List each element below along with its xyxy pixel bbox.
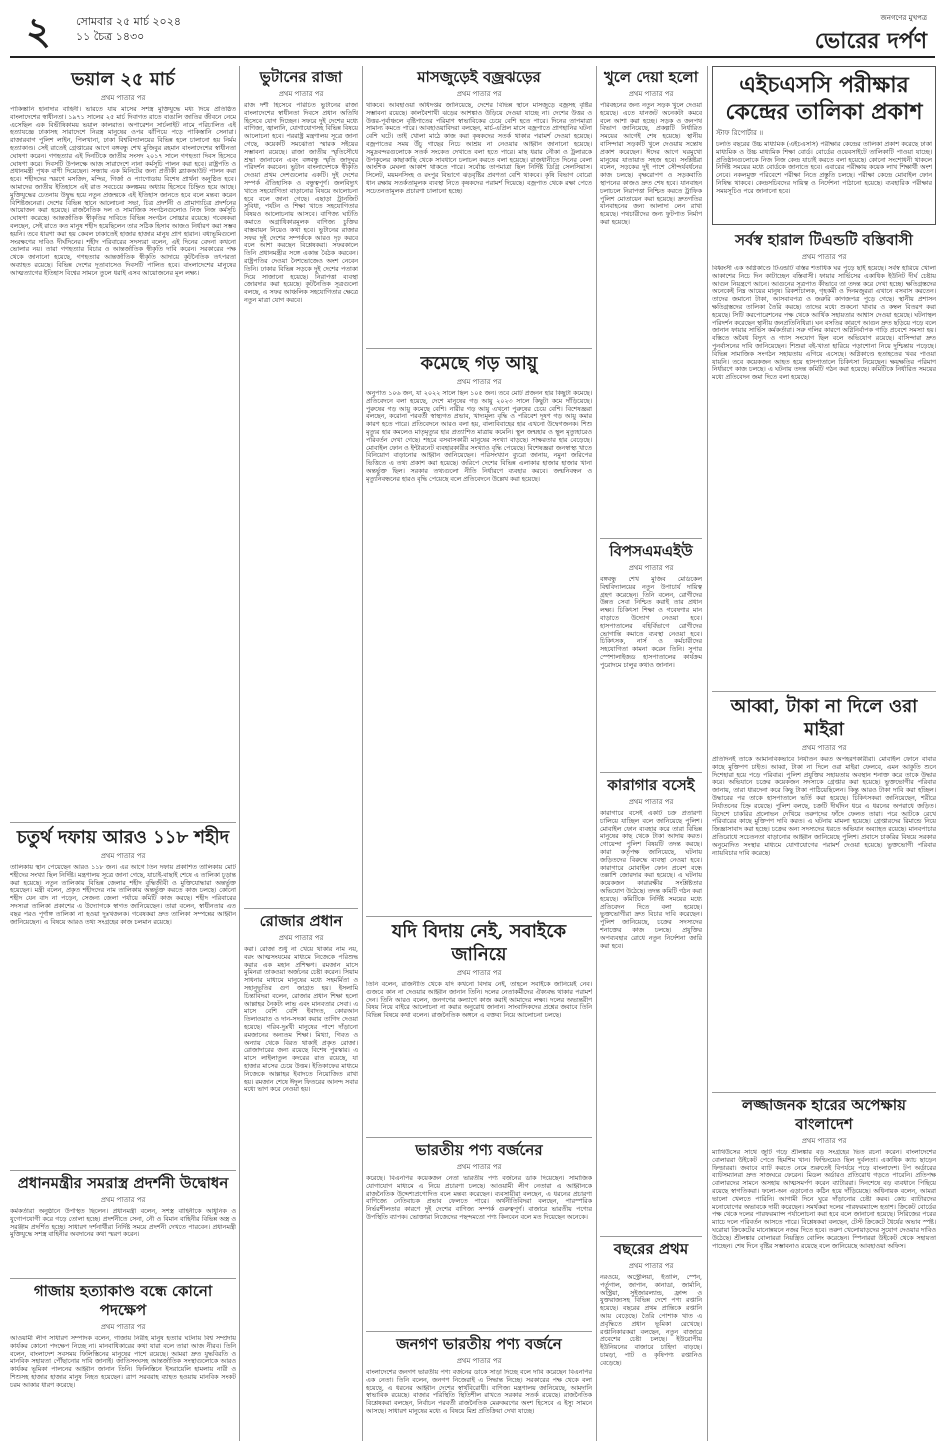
article-khule xyxy=(600,68,702,532)
article-body: পাকিস্তানি হানাদার বাহিনী। ভারতে যায় মাসের সশস্ত্র মুক্তিযুদ্ধে মধ্য দিয়ে প্রতিষ্ঠিত বাংলাদেশের স্বাধীনতা। ১৯৭১ সালের ২৫ মার্চ দিবাগত রাতে বাঙালি জাতির জীবনে নেমে এসেছিল এক বিভীষিকাময় ভয়াল কালরাত। অপারেশন সার্চলাইট নামে পরিচালিত এই হত্যাযজ্ঞে ঢাকাসহ সারাদেশে নিরস্ত্র মানুষের ওপর ঝাঁপিয়ে পড়ে পাকিস্তানি সেনারা। রাজারবাগ পুলিশ লাইন, পিলখানা, ঢাকা বিশ্ববিদ্যালয়ের বিভিন্ন হলে চালানো হয় নির্মম হত্যাকাণ্ড। সেই রাতেই গ্রেপ্তারের আগে বঙ্গবন্ধু শেখ মুজিবুর রহমান বাংলাদেশের স্বাধীনতা ঘোষণা করেন। গণহত্যার এই দিনটিকে জাতীয় সংসদ ২০১৭ সালে গণহত্যা দিবস হিসেবে ঘোষণা করে। দিবসটি উপলক্ষে আজ সারাদেশে নানা কর্মসূচি পালন করা হবে। রাষ্ট্রপতি ও প্রধানমন্ত্রী পৃথক বাণী দিয়েছেন। সন্ধ্যায় এক মিনিটের জন্য প্রতীকী ব্ল্যাকআউট পালন করা হবে। শহীদদের স্মরণে মসজিদ, মন্দির, গির্জা ও প্যাগোডায় বিশেষ প্রার্থনা অনুষ্ঠিত হবে। আমাদের জাতীয় ইতিহাসে এই রাত সবচেয়ে কলঙ্কময় অধ্যায় হিসেবে চিহ্নিত হয়ে আছে। মুক্তিযুদ্ধের চেতনায় উদ্বুদ্ধ হয়ে নতুন প্রজন্মকে এই ইতিহাস জানতে হবে বলে মন্তব্য করেন বিশিষ্টজনেরা। দেশের বিভিন্ন স্থানে আলোচনা সভা, চিত্র প্রদর্শনী ও প্রামাণ্যচিত্র প্রদর্শনের আয়োজন করা হয়েছে। রাজনৈতিক দল ও সামাজিক সংগঠনগুলোও নিজ নিজ কর্মসূচি ঘোষণা করেছে। আন্তর্জাতিক স্বীকৃতির দাবিতে বিভিন্ন সংগঠন সোচ্চার রয়েছে। গবেষকরা বলছেন, সেই রাতে কত মানুষ শহীদ হয়েছিলেন তার সঠিক হিসাব আজও নির্ধারণ করা সম্ভব হয়নি। তবে ধারণা করা হয় কেবল ঢাকাতেই হাজার হাজার মানুষ প্রাণ হারান। বধ্যভূমিগুলো সংরক্ষণের দাবিও দীর্ঘদিনের। শহীদ পরিবারের সদস্যরা বলেন, এই দিনের বেদনা কখনো ভোলার নয়। তারা গণহত্যার বিচার ও আন্তর্জাতিক স্বীকৃতি দাবি করেন। সরকারের পক্ষ থেকে জানানো হয়েছে, গণহত্যার আন্তর্জাতিক স্বীকৃতি আদায়ে কূটনৈতিক তৎপরতা অব্যাহত রয়েছে। বিভিন্ন দেশের দূতাবাসেও দিবসটি পালিত হবে। বাংলাদেশের মানুষের আত্মত্যাগের ইতিহাস বিশ্বের সামনে তুলে ধরাই এসব আয়োজনের মূল লক্ষ্য। xyxy=(10,106,236,277)
article-body: বাংলাদেশের জনগণ ভারতীয় পণ্য বর্জনের ডাকে সাড়া দিচ্ছে বলে দাবি করেছেন বিএনপির এক নেতা। তিনি বলেন, জনগণ নিজেরাই এ সিদ্ধান্ত নিচ্ছে। সরকারের পক্ষ থেকে বলা হয়েছে, এ ধরনের আহ্বান দেশের স্বার্থবিরোধী। বাণিজ্য মন্ত্রণালয় জানিয়েছে, আমদানি স্বাভাবিক রয়েছে। বাজার পরিস্থিতি স্থিতিশীল রাখতে সরকার সতর্ক রয়েছে। রাজনৈতিক বিশ্লেষকরা বলছেন, নির্বাচন পরবর্তী রাজনৈতিক মেরুকরণের অংশ হিসেবে এ ইস্যু সামনে আসছে। সাধারণ মানুষের মধ্যে এ বিষয়ে মিশ্র প্রতিক্রিয়া দেখা যাচ্ছে। xyxy=(366,1369,592,1415)
article-komeche xyxy=(366,352,592,910)
headline[interactable]: রোজার প্রধান xyxy=(259,912,343,930)
article-masjid xyxy=(366,68,592,342)
headline[interactable]: প্রধানমন্ত্রীর সমরাস্ত্র প্রদর্শনী উদ্বোধন xyxy=(17,1174,229,1192)
article-gaza xyxy=(10,1282,236,1441)
headline[interactable]: ভারতীয় পণ্য বর্জনের xyxy=(415,1141,543,1159)
divider xyxy=(712,691,936,692)
divider xyxy=(600,772,702,773)
headline[interactable]: চতুর্থ দফায় আরও ১১৮ শহীদ xyxy=(16,827,230,848)
column-1 xyxy=(10,66,236,1441)
brand-logo xyxy=(815,12,927,61)
continuation-note: প্রথম পাতার পর xyxy=(801,253,847,261)
headline[interactable]: সর্বস্ব হারাল টিএন্ডটি বস্তিবাসী xyxy=(735,231,913,249)
continuation-note: প্রথম পাতার পর xyxy=(456,378,502,386)
headline[interactable]: জনগণ ভারতীয় পণ্য বর্জনে xyxy=(396,1335,562,1353)
date-line xyxy=(76,14,181,44)
article-body: আওয়ামী লীগ সাধারণ সম্পাদক বলেন, গাজায় নিরীহ মানুষ হত্যার ঘটনায় বিশ্ব সম্প্রদায় কার্যকর কোনো পদক্ষেপ নিচ্ছে না। মানবাধিকারের কথা যারা বলে তারা আজ নীরব। তিনি বলেন, বাংলাদেশ সবসময় ফিলিস্তিনের মানুষের পাশে রয়েছে। আমরা দ্রুত যুদ্ধবিরতি ও মানবিক সহায়তা পৌঁছানোর দাবি জানাই। জাতিসংঘসহ আন্তর্জাতিক সংস্থাগুলোকে আরও কার্যকর ভূমিকা পালনের আহ্বান জানান তিনি। ফিলিস্তিনে ইসরায়েলি হামলায় নারী ও শিশুসহ হাজার হাজার মানুষ নিহত হয়েছেন। ত্রাণ সরবরাহ ব্যাহত হওয়ায় মানবিক সংকট চরম আকার ধারণ করেছে। xyxy=(10,1335,236,1389)
headline[interactable]: এইচএসসি পরীক্ষার কেন্দ্রের তালিকা প্রকাশ xyxy=(725,72,923,125)
continuation-note: প্রথম পাতার পর xyxy=(456,969,502,977)
column-5 xyxy=(712,66,936,1441)
article-bachhorer xyxy=(600,1240,702,1441)
article-body: কর্মকর্তারা অনুষ্ঠানে উপস্থিত ছিলেন। প্রধানমন্ত্রী বলেন, সশস্ত্র বাহিনীকে আধুনিক ও যুগোপযোগী করে গড়ে তোলা হচ্ছে। প্রদর্শনীতে সেনা, নৌ ও বিমান বাহিনীর বিভিন্ন অস্ত্র ও সরঞ্জাম প্রদর্শিত হচ্ছে। সাধারণ দর্শনার্থীরা নির্দিষ্ট সময়ে প্রদর্শনী দেখতে পারবেন। প্রধানমন্ত্রী মুক্তিযুদ্ধে সশস্ত্র বাহিনীর অবদানের কথা স্মরণ করেন। xyxy=(10,1208,236,1239)
article-rojar xyxy=(244,912,358,1426)
divider xyxy=(10,1170,236,1171)
column-2 xyxy=(244,66,358,1441)
article-vayal xyxy=(10,68,236,816)
article-body: তালিকায় স্থান পেয়েছেন আরও ১১৮ জন। এর আগে তিন দফায় প্রকাশিত তালিকায় মোট শহীদের সংখ্যা ছিল নির্দিষ্ট। মন্ত্রণালয় সূত্রে জানা গেছে, যাচাই-বাছাই শেষে এ তালিকা চূড়ান্ত করা হয়েছে। নতুন তালিকায় বিভিন্ন জেলার শহীদ বুদ্ধিজীবী ও মুক্তিযোদ্ধারা অন্তর্ভুক্ত হয়েছেন। মন্ত্রী বলেন, প্রকৃত শহীদদের নাম তালিকায় অন্তর্ভুক্ত করতে কাজ চলছে। কোনো শহীদ যেন বাদ না পড়েন, সেজন্য জেলা পর্যায়ে কমিটি কাজ করছে। শহীদ পরিবারের সদস্যরা তালিকা প্রকাশের এ উদ্যোগকে স্বাগত জানিয়েছেন। তারা বলেন, স্বাধীনতার এত বছর পরও পূর্ণাঙ্গ তালিকা না হওয়া দুঃখজনক। গবেষকরা দ্রুত তালিকা সম্পন্নের আহ্বান জানিয়েছেন। এ বিষয়ে আরও তথ্য সংগ্রহের কাজ চলমান রয়েছে। xyxy=(10,864,236,926)
article-body: চলতি বছরের উচ্চ মাধ্যমিক (এইচএসসি) পরীক্ষার কেন্দ্রের তালিকা প্রকাশ করেছে ঢাকা মাধ্যমিক ও উচ্চ মাধ্যমিক শিক্ষা বোর্ড। বোর্ডের ওয়েবসাইটে তালিকাটি পাওয়া যাচ্ছে। প্রতিষ্ঠানগুলোকে নিজ নিজ কেন্দ্র যাচাই করতে বলা হয়েছে। কোনো সংশোধনী থাকলে নির্দিষ্ট সময়ের মধ্যে বোর্ডকে জানাতে হবে। এবারের পরীক্ষায় কয়েক লাখ শিক্ষার্থী অংশ নেবে। নকলমুক্ত পরিবেশে পরীক্ষা নিতে প্রস্তুতি চলছে। পরীক্ষা কেন্দ্রে মোবাইল ফোন নিষিদ্ধ থাকবে। কেন্দ্রসচিবদের দায়িত্ব ও নির্দেশনা পাঠানো হয়েছে। ব্যবহারিক পরীক্ষার সময়সূচিও পরে জানানো হবে। xyxy=(716,141,932,195)
divider xyxy=(366,1137,592,1138)
article-body: থাকবে। আবহাওয়া অধিদপ্তর জানিয়েছে, দেশের বিভিন্ন স্থানে মাসজুড়ে বজ্রসহ বৃষ্টির সম্ভাবনা রয়েছে। কালবৈশাখী ঝড়ের আশঙ্কাও উড়িয়ে দেওয়া যাচ্ছে না। দেশের উত্তর ও উত্তর-পূর্বাঞ্চলে বৃষ্টিপাতের পরিমাণ স্বাভাবিকের চেয়ে বেশি হতে পারে। দিনের তাপমাত্রা সামান্য কমতে পারে। আবহাওয়াবিদরা বলছেন, মার্চ-এপ্রিল মাসে বজ্রপাতে প্রাণহানির ঘটনা বেশি ঘটে। তাই খোলা মাঠে কাজ করা কৃষকদের সতর্ক থাকার পরামর্শ দেওয়া হয়েছে। বজ্রপাতের সময় উঁচু গাছের নিচে আশ্রয় না নেওয়ার আহ্বান জানানো হয়েছে। সমুদ্রবন্দরগুলোকে সতর্ক সংকেত দেখাতে বলা হতে পারে। মাছ ধরার নৌকা ও ট্রলারকে উপকূলের কাছাকাছি থেকে সাবধানে চলাচল করতে বলা হয়েছে। রাজধানীতে দিনের বেলা আংশিক মেঘলা আকাশ থাকতে পারে। সর্বোচ্চ তাপমাত্রা ছিল নির্দিষ্ট ডিগ্রি সেলসিয়াস। সিলেট, ময়মনসিংহ ও রংপুর বিভাগে ঝড়বৃষ্টির প্রবণতা বেশি থাকবে। কৃষি বিভাগ বোরো ধান রক্ষায় সতর্কতামূলক ব্যবস্থা নিতে কৃষকদের পরামর্শ দিয়েছে। বজ্রপাত থেকে রক্ষা পেতে সচেতনতামূলক প্রচারণা চালানো হচ্ছে। xyxy=(366,102,592,195)
page-number: ২ xyxy=(26,8,51,53)
column-divider xyxy=(707,66,708,1441)
headline[interactable]: খুলে দেয়া হলো xyxy=(603,68,699,86)
headline[interactable]: কমেছে গড় আয়ু xyxy=(420,353,538,374)
article-sarbasya xyxy=(712,231,936,685)
article-jodi xyxy=(366,920,592,1131)
article-body: করা। রোজা শুধু না খেয়ে থাকার নাম নয়, বরং আত্মসংযমের মাধ্যমে নিজেকে পরিশুদ্ধ করার এক মহান প্রশিক্ষণ। রমজান মাসে মুমিনরা তাকওয়া অর্জনের চেষ্টা করেন। সিয়াম সাধনার মাধ্যমে মানুষের মধ্যে সহমর্মিতা ও সহানুভূতির গুণ জাগ্রত হয়। ইসলামি চিন্তাবিদরা বলেন, রোজার প্রধান শিক্ষা হলো আল্লাহর নৈকট্য লাভ এবং মানবতার সেবা। এ মাসে বেশি বেশি ইবাদত, কোরআন তিলাওয়াত ও দান-সদকা করার তাগিদ দেওয়া হয়েছে। গরিব-দুঃখী মানুষের পাশে দাঁড়ানো রমজানের অন্যতম শিক্ষা। মিথ্যা, গিবত ও অন্যায় থেকে বিরত থাকাই প্রকৃত রোজা। রোজাদারের জন্য রয়েছে বিশেষ পুরস্কার। এ মাসে লাইলাতুল কদরের রাত রয়েছে, যা হাজার মাসের চেয়ে উত্তম। ইতিকাফের মাধ্যমে নিজেকে আল্লাহর ইবাদতে নিয়োজিত রাখা হয়। রমজান শেষে ঈদুল ফিতরের আনন্দ সবার মধ্যে ভাগ করে নেওয়া হয়। xyxy=(244,946,358,1094)
brand-tagline: জনগণের মুখপত্র xyxy=(880,14,927,22)
continuation-note: প্রথম পাতার পর xyxy=(456,90,502,98)
continuation-note: প্রথম পাতার পর xyxy=(278,934,324,942)
column-divider xyxy=(239,66,240,1441)
divider xyxy=(244,908,358,909)
article-body: রাজ দর্শী হিসেবে পরিচিত ভুটানের রাজা বাংলাদেশের স্বাধীনতা দিবসে প্রধান অতিথি হিসেবে যোগ দিচ্ছেন। সফরে দুই দেশের মধ্যে বাণিজ্য, জ্বালানি, যোগাযোগসহ বিভিন্ন বিষয়ে আলোচনা হবে। পররাষ্ট্র মন্ত্রণালয় সূত্রে জানা গেছে, কয়েকটি সমঝোতা স্মারক সইয়ের সম্ভাবনা রয়েছে। রাজা জাতীয় স্মৃতিসৌধে শ্রদ্ধা জানাবেন এবং বঙ্গবন্ধু স্মৃতি জাদুঘর পরিদর্শন করবেন। ভুটান বাংলাদেশকে স্বীকৃতি দেওয়া প্রথম দেশগুলোর একটি। দুই দেশের সম্পর্ক ঐতিহাসিক ও বন্ধুত্বপূর্ণ। জলবিদ্যুৎ খাতে সহযোগিতা বাড়ানোর বিষয়ে আলোচনা হবে বলে জানা গেছে। এছাড়া ট্রানজিট সুবিধা, পর্যটন ও শিক্ষা খাতে সহযোগিতার বিষয়ও আলোচনায় আসবে। বাণিজ্য ঘাটতি কমাতে অগ্রাধিকারমূলক বাণিজ্য চুক্তির বাস্তবায়ন নিয়েও কথা হবে। ভুটানের রাজার সফর দুই দেশের সম্পর্ককে আরও দৃঢ় করবে বলে আশা করছেন বিশ্লেষকরা। সফরকালে তিনি প্রধানমন্ত্রীর সঙ্গে একান্ত বৈঠক করবেন। রাষ্ট্রপতির দেওয়া নৈশভোজেও অংশ নেবেন তিনি। ঢাকার বিভিন্ন সড়কে দুই দেশের পতাকা দিয়ে সাজানো হয়েছে। নিরাপত্তা ব্যবস্থা জোরদার করা হয়েছে। কূটনৈতিক সূত্রগুলো বলছে, এ সফর আঞ্চলিক সহযোগিতার ক্ষেত্রে নতুন মাত্রা যোগ করবে। xyxy=(244,102,358,304)
divider xyxy=(712,1092,936,1093)
headline[interactable]: বছরের প্রথম xyxy=(613,1240,689,1258)
article-bipsm xyxy=(600,542,702,766)
column-divider xyxy=(362,66,363,1441)
continuation-note: প্রথম পাতার পর xyxy=(100,852,146,860)
article-body: বিধ্বংসী এক অগ্নিকাণ্ডে টিএন্ডটি বস্তির শতাধিক ঘর পুড়ে ছাই হয়েছে। সর্বস্ব হারিয়ে খোলা আকাশের নিচে দিন কাটাচ্ছেন বস্তিবাসী। ফায়ার সার্ভিসের একাধিক ইউনিট দীর্ঘ চেষ্টায় আগুন নিয়ন্ত্রণে আনে। আগুনের সূত্রপাত কীভাবে তা তদন্ত করে দেখা হচ্ছে। ক্ষতিগ্রস্তদের অনেকেই নিম্ন আয়ের মানুষ। রিকশাচালক, গৃহকর্মী ও দিনমজুররা এখানে বসবাস করতেন। তাদের জমানো টাকা, আসবাবপত্র ও জরুরি কাগজপত্র পুড়ে গেছে। স্থানীয় প্রশাসন ক্ষতিগ্রস্তদের তালিকা তৈরি করছে। তাদের মধ্যে শুকনো খাবার ও কম্বল বিতরণ করা হয়েছে। সিটি করপোরেশনের পক্ষ থেকে আর্থিক সহায়তার আশ্বাস দেওয়া হয়েছে। ঘটনাস্থল পরিদর্শন করেছেন স্থানীয় জনপ্রতিনিধিরা। ঘন বসতির কারণে আগুন দ্রুত ছড়িয়ে পড়ে বলে জানান ফায়ার সার্ভিস কর্মকর্তারা। সরু গলির কারণে অগ্নিনির্বাপক গাড়ি প্রবেশে সমস্যা হয়। বস্তিতে অবৈধ বিদ্যুৎ ও গ্যাস সংযোগ ছিল বলে অভিযোগ রয়েছে। বাসিন্দারা দ্রুত পুনর্বাসনের দাবি জানিয়েছেন। শিশুরা বই-খাতা হারিয়ে পড়াশোনা নিয়ে দুশ্চিন্তায় পড়েছে। বিভিন্ন সামাজিক সংগঠন সহায়তায় এগিয়ে এসেছে। অগ্নিকাণ্ডে হতাহতের খবর পাওয়া যায়নি। তবে কয়েকজন আহত হয়ে হাসপাতালে চিকিৎসা নিয়েছেন। ক্ষয়ক্ষতির পরিমাণ নির্ধারণে কাজ চলছে। এ ঘটনায় তদন্ত কমিটি গঠন করা হয়েছে। কমিটিকে নির্ধারিত সময়ের মধ্যে প্রতিবেদন জমা দিতে বলা হয়েছে। xyxy=(712,265,936,382)
article-body: প্রতিদিনই তাকে আমানবিকভাবে নির্যাতন করত অপহরণকারীরা। মোবাইল ফোনে বাবার কাছে মুক্তিপণ চাইত। আব্বা, টাকা না দিলে ওরা মাইরা ফেলবে, এমন আকুতি শুনে দিশেহারা হয়ে পড়ে পরিবার। পুলিশ প্রযুক্তির সহায়তায় অবস্থান শনাক্ত করে তাকে উদ্ধার করে। অভিযানে চক্রের কয়েকজন সদস্যকে গ্রেপ্তার করা হয়েছে। ভুক্তভোগীর পরিবার জানায়, তারা ধারদেনা করে কিছু টাকা পাঠিয়েছিলেন। কিন্তু আরও টাকা দাবি করা হচ্ছিল। উদ্ধারের পর তাকে হাসপাতালে ভর্তি করা হয়েছে। চিকিৎসকরা জানিয়েছেন, শরীরে নির্যাতনের চিহ্ন রয়েছে। পুলিশ বলছে, চক্রটি দীর্ঘদিন ধরে এ ধরনের অপরাধে জড়িত। বিদেশে চাকরির প্রলোভন দেখিয়ে তরুণদের ফাঁদে ফেলত তারা। পরে আটকে রেখে পরিবারের কাছে মুক্তিপণ দাবি করত। এ ঘটনায় মামলা হয়েছে। গ্রেপ্তারদের রিমান্ডে নিয়ে জিজ্ঞাসাবাদ করা হচ্ছে। চক্রের অন্য সদস্যদের ধরতে অভিযান অব্যাহত রয়েছে। মানবপাচার প্রতিরোধে সচেতনতা বাড়ানোর আহ্বান জানিয়েছে পুলিশ। প্রবাসে চাকরির বিষয়ে সরকার অনুমোদিত সংস্থার মাধ্যমে যোগাযোগের পরামর্শ দেওয়া হয়েছে। ভুক্তভোগী পরিবার ন্যায়বিচার দাবি করেছে। xyxy=(712,756,936,857)
brand-name: ভোরের দর্পণ xyxy=(814,28,927,54)
headline[interactable]: ভুটানের রাজা xyxy=(259,68,343,86)
continuation-note: প্রথম পাতার পর xyxy=(456,1163,502,1171)
continuation-note: প্রথম পাতার পর xyxy=(801,744,847,752)
column-divider xyxy=(596,66,597,1441)
continuation-note: প্রথম পাতার পর xyxy=(100,94,146,102)
divider xyxy=(366,1331,592,1332)
byline: স্টাফ রিপোর্টার ॥ xyxy=(716,129,764,137)
article-bharatiya xyxy=(366,1141,592,1325)
article-body: পরিবহনের জন্য নতুন সড়ক খুলে দেওয়া হয়েছে। এতে যানজট অনেকটা কমবে বলে আশা করা হচ্ছে। সড়ক ও জনপথ বিভাগ জানিয়েছে, প্রকল্পটি নির্ধারিত সময়ের আগেই শেষ হয়েছে। স্থানীয় বাসিন্দারা সড়কটি খুলে দেওয়ায় সন্তোষ প্রকাশ করেছেন। ঈদের আগে ঘরমুখো মানুষের যাতায়াত সহজ হবে। সংশ্লিষ্টরা বলেন, সড়কের দুই পাশে সৌন্দর্যবর্ধনের কাজ চলছে। বৃক্ষরোপণ ও সড়কবাতি স্থাপনের কাজও দ্রুত শেষ হবে। যানবাহন চলাচলে নিরাপত্তা নিশ্চিত করতে ট্রাফিক পুলিশ মোতায়েন করা হয়েছে। দ্রুতগতির যানবাহনের জন্য আলাদা লেন রাখা হয়েছে। পথচারীদের জন্য ফুটপাত নির্মাণ করা হয়েছে। xyxy=(600,102,702,226)
divider xyxy=(10,1278,236,1279)
article-chaturtho xyxy=(10,826,236,1164)
column-4 xyxy=(600,66,702,1441)
masthead xyxy=(10,8,935,58)
headline[interactable]: আব্বা, টাকা না দিলে ওরা মাইরা xyxy=(730,696,918,740)
article-abba xyxy=(712,695,936,1086)
continuation-note: প্রথম পাতার পর xyxy=(278,90,324,98)
article-body: বঙ্গবন্ধু শেখ মুজিব মেডিকেল বিশ্ববিদ্যালয়ের নতুন উপাচার্য দায়িত্ব গ্রহণ করেছেন। তিনি বলেন, রোগীদের উন্নত সেবা নিশ্চিত করাই তার প্রধান লক্ষ্য। চিকিৎসা শিক্ষা ও গবেষণার মান বাড়াতে উদ্যোগ নেওয়া হবে। হাসপাতালের বহির্বিভাগে রোগীদের ভোগান্তি কমাতে ব্যবস্থা নেওয়া হবে। চিকিৎসক, নার্স ও কর্মচারীদের সহযোগিতা কামনা করেন তিনি। সুপার স্পেশালাইজড হাসপাতালের কার্যক্রম পুরোদমে চালুর কথাও জানান। xyxy=(600,576,702,669)
article-body: অনুপাত ১০৬ জন, যা ২০২২ সালে ছিল ১০৫ জন। তবে মোট প্রজনন হার কিছুটা কমেছে। প্রতিবেদনে বলা হয়েছে, দেশে মানুষের গড় আয়ু ২০২৩ সালে কিছুটা কমে দাঁড়িয়েছে। পুরুষের গড় আয়ু কমেছে বেশি। নারীর গড় আয়ু এখনো পুরুষের চেয়ে বেশি। বিশেষজ্ঞরা বলছেন, করোনা পরবর্তী স্বাস্থ্যগত প্রভাব, খাদ্যমূল্য বৃদ্ধি ও পরিবেশ দূষণ গড় আয়ু কমার কারণ হতে পারে। প্রতিবেদনে আরও বলা হয়, বাল্যবিবাহের হার এখনো উদ্বেগজনক। শিশু মৃত্যুর হার কমলেও মাতৃমৃত্যুর হার প্রত্যাশিত মাত্রায় কমেনি। স্থূল জন্মহার ও স্থূল মৃত্যুহারেও পরিবর্তন দেখা গেছে। শহরে বসবাসকারী মানুষের সংখ্যা বাড়ছে। সাক্ষরতার হার বেড়েছে। মোবাইল ফোন ও ইন্টারনেট ব্যবহারকারীর সংখ্যাও বৃদ্ধি পেয়েছে। বিশেষজ্ঞরা জনস্বাস্থ্য খাতে বিনিয়োগ বাড়ানোর আহ্বান জানিয়েছেন। পরিসংখ্যান ব্যুরো জানায়, নমুনা জরিপের ভিত্তিতে এ তথ্য প্রকাশ করা হয়েছে। জরিপে দেশের বিভিন্ন এলাকার হাজার হাজার খানা অন্তর্ভুক্ত ছিল। সরকার তথ্যগুলো নীতি নির্ধারণে ব্যবহার করবে। জন্মনিবন্ধন ও মৃত্যুনিবন্ধনের হারও বৃদ্ধি পেয়েছে বলে প্রতিবেদনে উল্লেখ করা হয়েছে। xyxy=(366,390,592,483)
continuation-note: প্রথম পাতার পর xyxy=(628,90,674,98)
continuation-note: প্রথম পাতার পর xyxy=(100,1196,146,1204)
article-hsc xyxy=(712,66,936,225)
date-bangla: ১১ চৈত্র ১৪৩০ xyxy=(76,30,145,43)
headline[interactable]: মাসজুড়েই বজ্রঝড়ের xyxy=(417,68,541,86)
column-3 xyxy=(366,66,592,1441)
article-lojja xyxy=(712,1096,936,1441)
headline[interactable]: কারাগার বসেই xyxy=(607,776,695,794)
headline[interactable]: ভয়াল ২৫ মার্চ xyxy=(71,69,175,90)
article-janagan xyxy=(366,1335,592,1441)
divider xyxy=(10,822,236,823)
continuation-note: প্রথম পাতার পর xyxy=(628,1262,674,1270)
article-body: করেছে। বিএনপির কয়েকজন নেতা ভারতীয় পণ্য বর্জনের ডাক দিয়েছেন। সামাজিক যোগাযোগ মাধ্যমে এ নিয়ে প্রচারণা চলছে। আওয়ামী লীগ নেতারা এ আহ্বানকে রাজনৈতিক উদ্দেশ্যপ্রণোদিত বলে মন্তব্য করেছেন। ব্যবসায়ীরা বলছেন, এ ধরনের প্রচারণা বাণিজ্যে নেতিবাচক প্রভাব ফেলতে পারে। অর্থনীতিবিদরা বলছেন, পারস্পরিক নির্ভরশীলতার কারণে দুই দেশের বাণিজ্য সম্পর্ক গুরুত্বপূর্ণ। বাজারে ভারতীয় পণ্যের উপস্থিতি ব্যাপক। ভোক্তারা নিজেদের পছন্দমতো পণ্য কিনবেন বলে মত দিয়েছেন অনেকে। xyxy=(366,1175,592,1221)
divider xyxy=(600,538,702,539)
continuation-note: প্রথম পাতার পর xyxy=(456,1357,502,1365)
article-samarastra xyxy=(10,1174,236,1272)
continuation-note: প্রথম পাতার পর xyxy=(628,564,674,572)
headline[interactable]: লজ্জাজনক হারের অপেক্ষায় বাংলাদেশ xyxy=(742,1096,906,1133)
divider xyxy=(600,1236,702,1237)
headline[interactable]: বিপসএমএইউ xyxy=(609,542,693,560)
continuation-note: প্রথম পাতার পর xyxy=(628,798,674,806)
article-body: তিনি বলেন, রাজনীতি থেকে যদি কখনো বিদায় নেই, তাহলে সবাইকে জানিয়েই নেব। গুজবে কান না দেওয়ার আহ্বান জানান তিনি। দলের নেতাকর্মীদের ঐক্যবদ্ধ থাকার পরামর্শ দেন। তিনি আরও বলেন, জনগণের কল্যাণে কাজ করাই আমাদের লক্ষ্য। দলের অভ্যন্তরীণ বিষয় নিয়ে বাইরে আলোচনা না করার অনুরোধ জানান। সাংবাদিকদের প্রশ্নের জবাবে তিনি বিভিন্ন বিষয়ে কথা বলেন। রাজনৈতিক অঙ্গনে এ বক্তব্য নিয়ে আলোচনা চলছে। xyxy=(366,981,592,1020)
article-body: নরওয়ে, অস্ট্রেলিয়া, ইতালি, স্পেন, পর্তুগাল, জাপান, কানাডা, জার্মানি, অস্ট্রিয়া, সুইজারল্যান্ড, ফ্রান্স ও যুক্তরাজ্যসহ বিভিন্ন দেশে পণ্য রপ্তানি হয়েছে। বছরের প্রথম প্রান্তিকে রপ্তানি আয় বেড়েছে। তৈরি পোশাক খাত এ প্রবৃদ্ধিতে প্রধান ভূমিকা রেখেছে। রপ্তানিকারকরা বলছেন, নতুন বাজারে প্রবেশের চেষ্টা চলছে। ইউরোপীয় ইউনিয়নের বাজারে চাহিদা বাড়ছে। চামড়া, পাট ও কৃষিপণ্য রপ্তানিও বেড়েছে। xyxy=(600,1274,702,1367)
article-bhutan xyxy=(244,68,358,902)
headline[interactable]: যদি বিদায় নেই, সবাইকে জানিয়ে xyxy=(391,921,567,965)
article-karagar xyxy=(600,776,702,1230)
continuation-note: প্রথম পাতার পর xyxy=(100,1323,146,1331)
continuation-note: প্রথম পাতার পর xyxy=(801,1137,847,1145)
divider xyxy=(366,916,592,917)
divider xyxy=(366,348,592,349)
headline[interactable]: গাজায় হত্যাকাণ্ড বন্ধে কোনো পদক্ষেপ xyxy=(33,1282,213,1319)
article-body: কারাগারে বসেই একটি চক্র প্রতারণা চালিয়ে যাচ্ছিল বলে জানিয়েছে পুলিশ। মোবাইল ফোন ব্যবহার করে তারা বিভিন্ন মানুষের কাছ থেকে টাকা আদায় করত। গোয়েন্দা পুলিশ বিষয়টি তদন্ত করছে। কারা কর্তৃপক্ষ জানিয়েছে, ঘটনায় জড়িতদের বিরুদ্ধে ব্যবস্থা নেওয়া হবে। কারাগারে মোবাইল ফোন প্রবেশ বন্ধে তল্লাশি জোরদার করা হয়েছে। এ ঘটনায় কয়েকজন কারারক্ষীর সংশ্লিষ্টতার অভিযোগ উঠেছে। তদন্ত কমিটি গঠন করা হয়েছে। কমিটিকে নির্দিষ্ট সময়ের মধ্যে প্রতিবেদন দিতে বলা হয়েছে। ভুক্তভোগীরা দ্রুত বিচার দাবি করেছেন। পুলিশ জানিয়েছে, চক্রের সদস্যদের শনাক্তের কাজ চলছে। প্রযুক্তির অপব্যবহার রোধে নতুন নির্দেশনা জারি করা হবে। xyxy=(600,810,702,950)
article-body: ম্যাথিউসের সাথে জুটি গড়ে শ্রীলঙ্কার বড় সংগ্রহের ভিত রচনা করেন। বাংলাদেশের বোলাররা উইকেট পেতে হিমশিম খান। ফিল্ডিংয়েও ছিল দুর্বলতা। একাধিক ক্যাচ ছাড়েন ফিল্ডাররা। জবাবে ব্যাট করতে নেমে শুরুতেই বিপর্যয়ে পড়ে বাংলাদেশ। টপ অর্ডারের ব্যাটসম্যানরা দ্রুত সাজঘরে ফেরেন। মিডল অর্ডারও প্রতিরোধ গড়তে পারেনি। প্রতিপক্ষ বোলারদের সামনে অসহায় আত্মসমর্পণ করেন ব্যাটাররা। দিনশেষে বড় ব্যবধানে পিছিয়ে রয়েছে স্বাগতিকরা। ফলো-অন এড়ানোও কঠিন হয়ে দাঁড়িয়েছে। অধিনায়ক বলেন, আমরা ভালো খেলতে পারিনি। আগামী দিনে ঘুরে দাঁড়ানোর চেষ্টা করব। কোচ ব্যাটারদের মনোযোগের অভাবকে দায়ী করেছেন। সমর্থকরা দলের পারফরম্যান্সে হতাশ। ক্রিকেট বোর্ডের পক্ষ থেকে দলের পারফরম্যান্স পর্যালোচনা করা হবে বলে জানানো হয়েছে। সিরিজের পরের ম্যাচে দলে পরিবর্তন আসতে পারে। বিশ্লেষকরা বলছেন, টেস্ট ক্রিকেটে ধৈর্যের অভাব স্পষ্ট। ঘরোয়া ক্রিকেটের মানোন্নয়নে নজর দিতে হবে। তরুণ খেলোয়াড়দের সুযোগ দেওয়ার দাবিও উঠেছে। শ্রীলঙ্কার বোলাররা নিয়ন্ত্রিত বোলিং করেছেন। স্পিনাররা উইকেট থেকে সহায়তা পাচ্ছেন। শেষ দিনে বৃষ্টির সম্ভাবনাও রয়েছে বলে জানিয়েছে আবহাওয়া অফিস। xyxy=(712,1149,936,1250)
date-gregorian: সোমবার ২৫ মার্চ ২০২৪ xyxy=(76,15,181,28)
